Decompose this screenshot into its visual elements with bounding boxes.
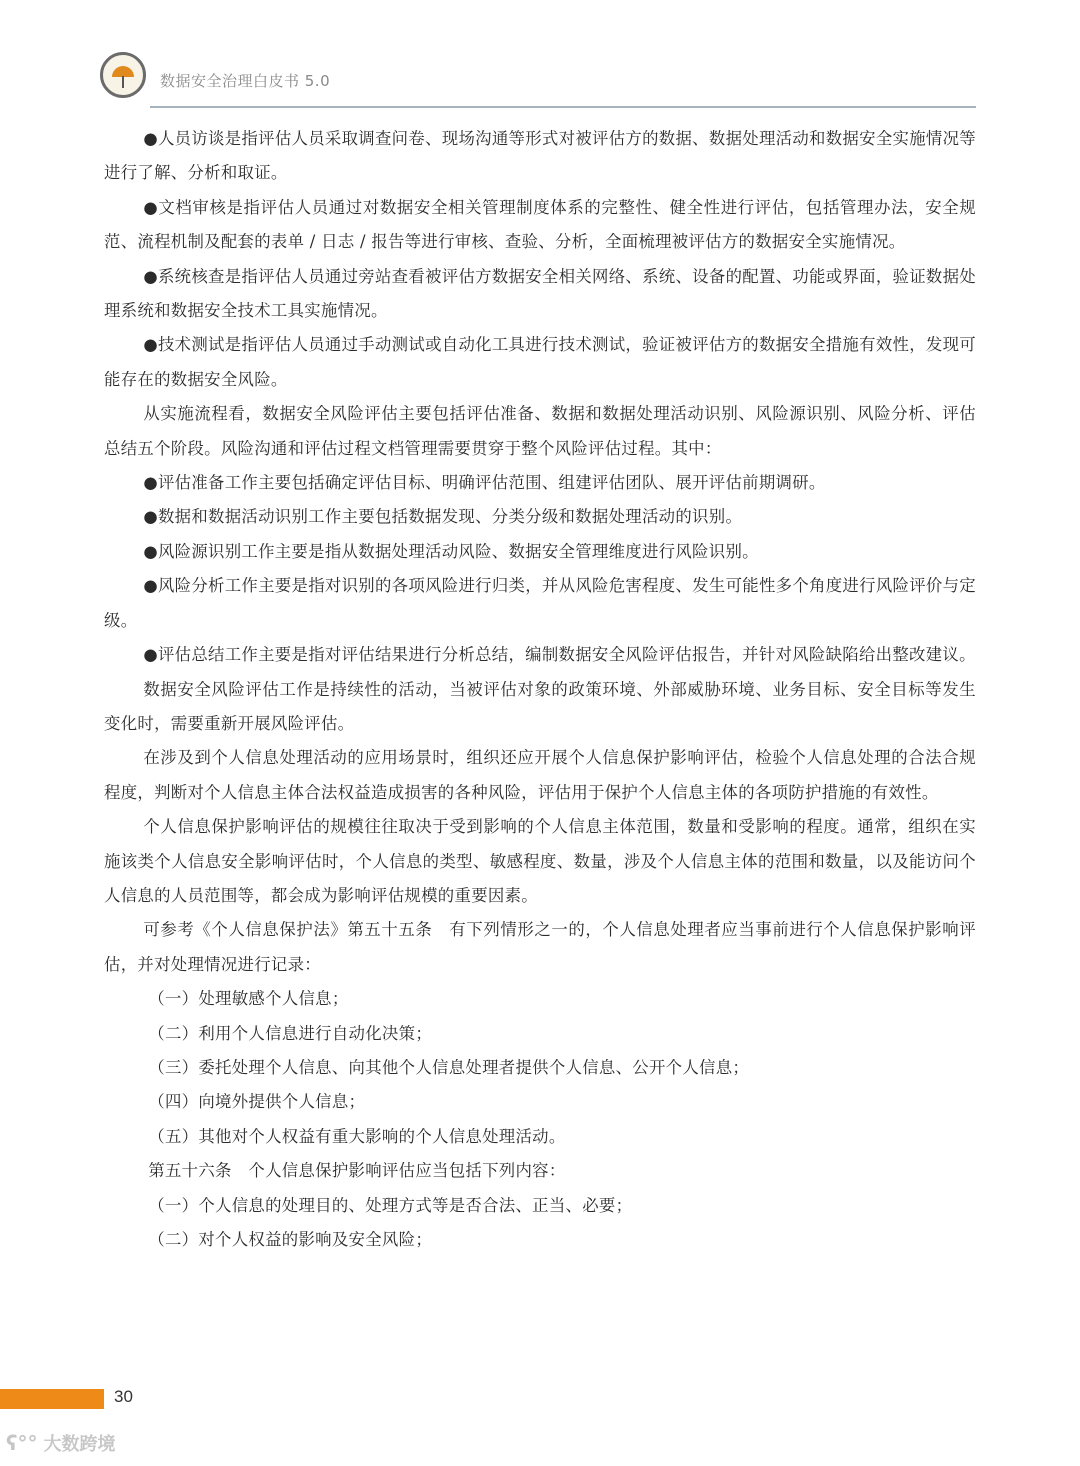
list-item: （一）处理敏感个人信息； xyxy=(148,989,349,1009)
bullet-paragraph: ●数据和数据活动识别工作主要包括数据发现、分类分级和数据处理活动的识别。 xyxy=(143,507,743,527)
list-item: （四）向境外提供个人信息； xyxy=(148,1092,366,1112)
page-header xyxy=(0,0,1080,112)
bullet-paragraph: ●系统核查是指评估人员通过旁站查看被评估方数据安全相关网络、系统、设备的配置、功能或界面，验证数据处理系统和数据安全技术工具实施情况。 xyxy=(104,266,976,321)
bullet-paragraph: ●风险源识别工作主要是指从数据处理活动风险、数据安全管理维度进行风险识别。 xyxy=(143,541,759,561)
bullet-paragraph: ●评估准备工作主要包括确定评估目标、明确评估范围、组建评估团队、展开评估前期调研。 xyxy=(143,473,826,493)
bullet-paragraph: ●人员访谈是指评估人员采取调查问卷、现场沟通等形式对被评估方的数据、数据处理活动和数据安全实施情况等进行了解、分析和取证。 xyxy=(104,129,976,183)
bullet-paragraph: ●风险分析工作主要是指对识别的各项风险进行归类，并从风险危害程度、发生可能性多个角度进行风险评价与定级。 xyxy=(104,576,976,630)
paragraph: 可参考《个人信息保护法》第五十五条 有下列情形之一的，个人信息处理者应当事前进行个人信息保护影响评估，并对处理情况进行记录： xyxy=(104,920,976,974)
header-divider xyxy=(150,106,976,108)
list-item: 第五十六条 个人信息保护影响评估应当包括下列内容： xyxy=(148,1161,566,1181)
paragraph: 在涉及到个人信息处理活动的应用场景时，组织还应开展个人信息保护影响评估，检验个人信息处理的合法合规程度，判断对个人信息主体合法权益造成损害的各种风险，评估用于保护个人信息主体的各项防护措施的有效性。 xyxy=(104,748,976,802)
brand-name: 大数跨境 xyxy=(43,1434,116,1455)
page-number: 30 xyxy=(114,1387,133,1406)
list-item: （三）委托处理个人信息、向其他个人信息处理者提供个人信息、公开个人信息； xyxy=(148,1057,750,1077)
umbrella-seal-icon xyxy=(100,52,146,98)
list-item: （五）其他对个人权益有重大影响的个人信息处理活动。 xyxy=(148,1126,566,1146)
bullet-paragraph: ●文档审核是指评估人员通过对数据安全相关管理制度体系的完整性、健全性进行评估，包括管理办法，安全规范、流程机制及配套的表单 / 日志 / 报告等进行审核、查验、分析，全面梳理被评估方的数据安全实施情况。 xyxy=(104,197,976,252)
header-title: 数据安全治理白皮书 5.0 xyxy=(160,72,331,90)
body-text xyxy=(104,122,976,1257)
brand-logo-icon: ʕ°° xyxy=(6,1431,38,1455)
paragraph: 数据安全风险评估工作是持续性的活动，当被评估对象的政策环境、外部威胁环境、业务目标、安全目标等发生变化时，需要重新开展风险评估。 xyxy=(104,679,976,733)
footer-accent-bar xyxy=(0,1389,104,1409)
list-item: （二）对个人权益的影响及安全风险； xyxy=(148,1230,433,1249)
bullet-paragraph: ●技术测试是指评估人员通过手动测试或自动化工具进行技术测试，验证被评估方的数据安全措施有效性，发现可能存在的数据安全风险。 xyxy=(104,335,976,389)
list-item: （二）利用个人信息进行自动化决策； xyxy=(148,1023,433,1043)
brand-watermark xyxy=(6,1428,115,1458)
paragraph: 个人信息保护影响评估的规模往往取决于受到影响的个人信息主体范围，数量和受影响的程度。通常，组织在实施该类个人信息安全影响评估时，个人信息的类型、敏感程度、数量，涉及个人信息主体的范围和数量，以及能访问个人信息的人员范围等，都会成为影响评估规模的重要因素。 xyxy=(104,817,976,905)
list-item: （一）个人信息的处理目的、处理方式等是否合法、正当、必要； xyxy=(148,1195,633,1215)
bullet-paragraph: ●评估总结工作主要是指对评估结果进行分析总结，编制数据安全风险评估报告，并针对风险缺陷给出整改建议。 xyxy=(143,645,976,665)
paragraph: 从实施流程看，数据安全风险评估主要包括评估准备、数据和数据处理活动识别、风险源识别、风险分析、评估总结五个阶段。风险沟通和评估过程文档管理需要贯穿于整个风险评估过程。其中： xyxy=(104,404,976,458)
